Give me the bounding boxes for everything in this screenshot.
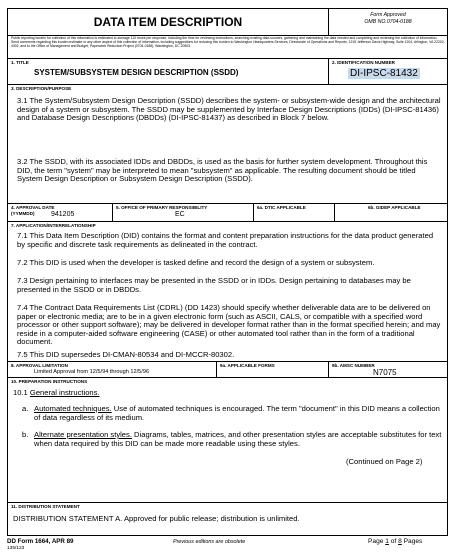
- form-code: 135/123: [7, 546, 25, 551]
- approval-date-sublabel: (YYMMDD): [11, 211, 35, 216]
- limitation-label: 8. APPROVAL LIMITATION: [11, 363, 68, 368]
- approval-date-label: 4. APPROVAL DATE: [11, 205, 55, 210]
- obsolete-note: Previous editions are obsolete: [173, 539, 246, 545]
- approval-date-value: 941205: [51, 211, 75, 218]
- id-number-value: DI-IPSC-81432: [350, 68, 418, 79]
- form-approved-text: Form Approved: [370, 12, 406, 18]
- form-page: [7, 8, 448, 536]
- distribution-block: [8, 502, 447, 537]
- divider: [328, 9, 329, 35]
- omb-number: OMB NO.0704-0188: [364, 19, 412, 25]
- approval-row: [8, 203, 447, 221]
- limitation-value: Limited Approval from 12/5/94 through 12/5/96: [34, 369, 150, 375]
- general-instructions-heading: 10.1 General instructions.: [13, 388, 100, 397]
- description-para-3-1: 3.1 The System/Subsystem Design Description (SSDD) describes the system- or subsystem-wide design and the architectural design of a system or subsystem. The SSDD may be supplemented by Interface Design Descriptions (IDDs) (DI-IPSC-81436) and Database Design Descriptions (DBDDs) (DI-IPSC-81437) as described in Block 7 below.: [17, 96, 441, 123]
- burden-statement: Public reporting burden for collection of this information is estimated to average 110 hours per response, including the time for reviewing instructions, searching existing data sources, gathering and maintaining the data needed and completing and reviewing the collection of information. Send comments regarding this burden estimate or any other aspect of this collection of information, including suggestions for reducing this burden to Washington Headquarters Services, Directorate of Operations and Reports, 1215 Jefferson Davis Highway, Suite 1204, Arlington, VA 22202-4302, and to the Office of Management and Budget, Paperwork Reduction Project (0704-0188), Washington, DC 20503.: [11, 36, 445, 49]
- id-number-label: 2. IDENTIFICATION NUMBER: [332, 60, 395, 65]
- item-b-prefix: b.: [22, 430, 29, 439]
- application-block: [8, 221, 447, 361]
- distribution-label: 11. DISTRIBUTION STATEMENT: [11, 504, 80, 509]
- dtic-label: 6a. DTIC APPLICABLE: [257, 205, 306, 210]
- description-block: [8, 84, 447, 203]
- continued-note: (Continued on Page 2): [346, 457, 423, 466]
- limitation-row: [8, 361, 447, 377]
- application-para-7-5: 7.5 This DID supersedes DI-CMAN-80534 and DI-MCCR-80302.: [17, 350, 235, 359]
- application-para-7-1: 7.1 This Data Item Description (DID) contains the format and content preparation instructions for the data product generated by specific and discrete task requirements as delineated in the contract.: [17, 231, 434, 249]
- item-b-text: Alternate presentation styles. Diagrams, tables, matrices, and other presentation styles are acceptable substitutes for text when data required by this DID can be made more readable using these styles.: [34, 430, 442, 448]
- form-id: DD Form 1664, APR 89: [7, 538, 74, 545]
- applicable-forms-label: 9a. APPLICABLE FORMS: [220, 363, 275, 368]
- page-indicator: Page 1 of 8 Pages: [368, 538, 423, 545]
- description-para-3-2: 3.2 The SSDD, with its associated IDDs and DBDDs, is used as the basis for further system development. Throughout this DID, the term "system" may be interpreted to mean "subsystem" as applicable. The resulting document should be titled System Design Description or Subsystem Design Description (SSDD).: [17, 157, 428, 184]
- title-value: SYSTEM/SUBSYSTEM DESIGN DESCRIPTION (SSDD): [34, 68, 239, 77]
- distribution-value: DISTRIBUTION STATEMENT A. Approved for public release; distribution is unlimited.: [13, 514, 300, 523]
- item-a-prefix: a.: [22, 404, 29, 413]
- description-label: 3. DESCRIPTION/PURPOSE: [11, 86, 72, 91]
- title-row: [8, 58, 447, 84]
- application-label: 7. APPLICATION/INTERRELATIONSHIP: [11, 223, 96, 228]
- amsc-value: N7075: [373, 368, 397, 377]
- form-title: DATA ITEM DESCRIPTION: [93, 15, 243, 29]
- item-a-text: Automated techniques. Use of automated techniques is encouraged. The term "document" in this DID means a collection of data regardless of its medium.: [34, 404, 440, 422]
- preparation-block: [8, 377, 447, 502]
- application-para-7-2: 7.2 This DID is used when the developer is tasked define and record the design of a system or subsystem.: [17, 258, 375, 267]
- preparation-label: 10. PREPARATION INSTRUCTIONS: [11, 379, 88, 384]
- gidep-label: 6b. GIDEP APPLICABLE: [368, 205, 421, 210]
- form-approved-box: [333, 12, 443, 26]
- application-para-7-3: 7.3 Design pertaining to interfaces may be presented in the SSDD or in IDDs. Design pertaining to databases may be presented in the SSDD or in DBDDs.: [17, 276, 411, 294]
- office-value: EC: [175, 211, 185, 218]
- title-label: 1. TITLE: [11, 60, 29, 65]
- application-para-7-4: 7.4 The Contract Data Requirements List (CDRL) (DD 1423) should specify whether deliverable data are to be delivered on paper or electronic media; are to be in a given electronic form (such as ASCII, CALS, or compatible with a specified word processor or other support software); may be delivered in developer format rather than in the format specified herein; and may reside in a computer-aided software engineering (CASE) or other automated tool rather than in the form of a traditional document.: [17, 303, 441, 347]
- amsc-label: 9b. AMSC NUMBER: [332, 363, 375, 368]
- office-label: 5. OFFICE OF PRIMARY RESPONSIBILITY: [116, 205, 208, 210]
